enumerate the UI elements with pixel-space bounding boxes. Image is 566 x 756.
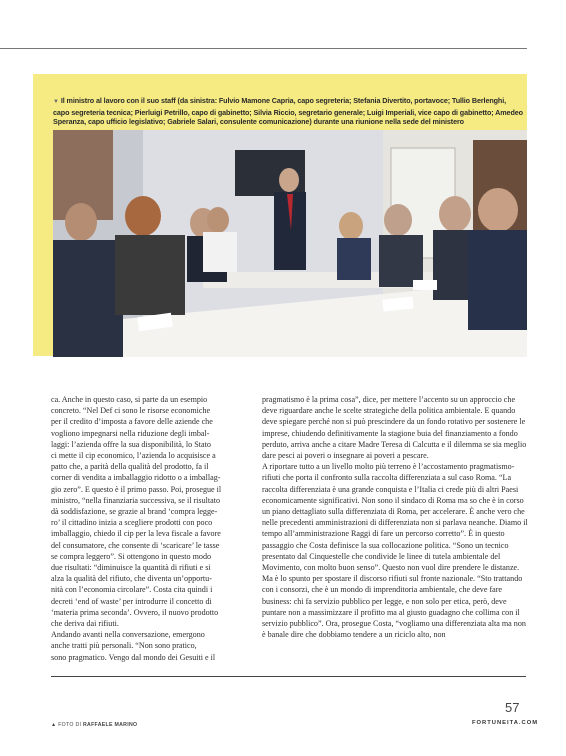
article-paragraph: pragmatismo è la prima cosa”, dice, per mettere l’accento su un approccio che deve riguardare anche le scelte strategiche della politica ambientale. E quando deve spiegare perché non si può prescindere da un fondo rotativo per sostenere le imprese, chiudendo definitivamente la stagione buia del finanziamento a fondo perduto, arriva anche a citare Madre Teresa di Calcutta e il dilemma se sia meglio dare pesci ai poveri o insegnare ai poveri a pescare. [262,395,527,461]
footer-rule [51,676,526,677]
photo-caption [53,96,523,127]
top-rule [0,48,527,49]
photo-illustration [53,130,527,357]
staff-meeting-photo [53,130,527,357]
credit-name: RAFFAELE MARINO [82,722,138,728]
caption-text: Il ministro al lavoro con il suo staff (da sinistra: Fulvio Mamone Capria, capo segreteria; Stefania Divertito, portavoce; Tullio Berlenghi, capo segreteria tecnica; Pierluigi Petrillo, capo di gabinetto; Silvia Riccio, segretario generale; Luigi Imperiali, vice capo di gabinetto; Amedeo Speranza, capo ufficio legislativo; Gabriele Salari, consulente comunicazione) durante una riunione nella sede del ministero [53,96,523,127]
article-paragraph: A riportare tutto a un livello molto più terreno è l’accostamento pragmatismo-rifiuti che porta il confronto sulla raccolta differenziata a sul caso Roma. “La raccolta differenziata è una grande conquista e l’Italia ci crede più di altri Paesi economicamente significativi. Non sono il sindaco di Roma ma so che è in corso un piano dettagliato sulla differenziata di Roma, per accelerare. È anche vero che nelle precedenti amministrazioni di differenziata non si parlava neanche. Diamo il tempo all’amministrazione Raggi di fare un percorso corretto”. È in questo passaggio che Costa definisce la sua collocazione politica. “Sono un tecnico presentato dal Cinquestelle che condivide le linee di tutela ambientale del Movimento, con molto buon senso”. Questo non vuol dire prendere le distanze. Ma è lo spunto per spostare il discorso rifiuti sul fronte nazionale. “Sto trattando con i consorzi, che è un mondo di imprenditoria ambientale, che deve fare business: chi fa servizio pubblico per legge, e non solo per etica, però, deve puntare non a massimizzare il profitto ma al giusto guadagno che collima con il servizio pubblico”. Ora, prosegue Costa, “vogliamo una differenziata alta ma non è banale dire che dobbiamo tendere a un riciclo alto, non [262,462,528,640]
triangle-down-icon: ▼ [53,99,59,105]
article-column-1: ca. Anche in questo caso, si parte da un esempio concreto. “Nel Def ci sono le risorse economiche per il credito d’imposta a favore delle aziende che vogliono impegnarsi nella riduzione degli imbal- laggi: l’azienda offre la sua disponibilità, lo Stato ci mette il cip economico, l’azienda lo acquisisce a patto che, a parità della qualità del prodotto, fa il corner di vendita a imballaggio ridotto o a imballag- gio zero”. E questo è il primo passo. Poi, prosegue il ministro, “nella finanziaria successiva, se il risultato dà soddisfazione, se grazie al brand ‘compra legge- ro’ il cittadino inizia a scegliere prodotti con poco imballaggio, chiedo il cip per la leva fiscale a favore del consumatore, che consente di ‘scaricare’ le tasse se compra leggero”. Si ottengono in questo modo due risultati: “diminuisce la quantità di rifiuti e si alza la qualità del rifiuto, che diventa un’opportu- nità con l’economia circolare”. Costa cita quindi i decreti ‘end of waste’ per introdurre il concetto di ‘materia prima seconda’. Ovvero, il nuovo prodotto che deriva dai rifiuti. Andando avanti nella conversazione, emergono anche tratti più personali. “Non sono pratico, sono pragmatico. Vengo dal mondo dei Gesuiti e il [51,395,222,662]
triangle-up-icon: ▲ [51,722,57,728]
page-number: 57 [505,700,520,715]
credit-label: FOTO DI [58,722,82,728]
site-url: FORTUNEITA.COM [472,720,539,726]
photo-credit [51,722,137,728]
article-column-2 [262,394,528,640]
